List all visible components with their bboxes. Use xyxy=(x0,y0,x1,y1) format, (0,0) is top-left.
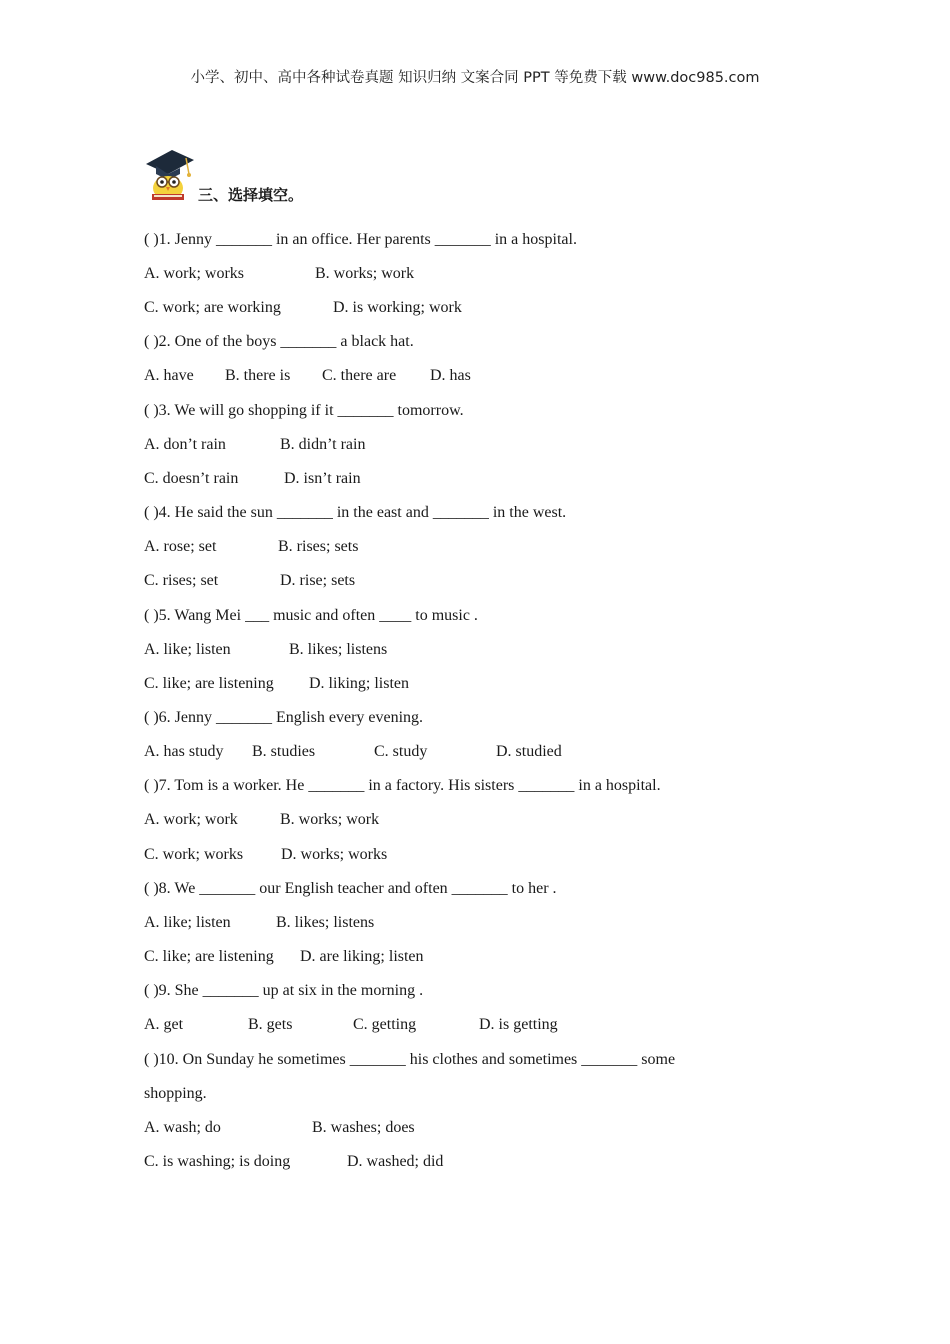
option-a: A. work; work xyxy=(144,811,238,828)
question-stem: ( )9. She _______ up at six in the morning . xyxy=(144,982,424,999)
option-c: C. rises; set xyxy=(144,572,219,589)
question-stem: ( )3. We will go shopping if it _______ tomorrow. xyxy=(144,402,464,419)
option-d: D. liking; listen xyxy=(309,675,409,692)
option-a: A. rose; set xyxy=(144,538,217,555)
page-header-banner: 小学、初中、高中各种试卷真题 知识归纳 文案合同 PPT 等免费下载 www.doc985.com xyxy=(190,70,760,86)
option-b: B. didn’t rain xyxy=(280,436,366,453)
option-c: C. work; works xyxy=(144,846,244,863)
question-stem: ( )2. One of the boys _______ a black hat. xyxy=(144,333,414,350)
option-c: C. doesn’t rain xyxy=(144,470,239,487)
option-d: D. washed; did xyxy=(347,1153,444,1170)
question-stem: ( )8. We _______ our English teacher and often _______ to her . xyxy=(144,880,557,897)
option-d: D. works; works xyxy=(281,846,388,863)
option-a: A. like; listen xyxy=(144,641,231,658)
option-a: A. wash; do xyxy=(144,1119,221,1136)
question-stem: ( )1. Jenny _______ in an office. Her parents _______ in a hospital. xyxy=(144,231,577,248)
question-stem: ( )6. Jenny _______ English every evening. xyxy=(144,709,424,726)
option-d: D. has xyxy=(430,367,471,384)
option-c: C. like; are listening xyxy=(144,948,274,965)
option-c: C. there are xyxy=(322,367,397,384)
question-stem-continued: shopping. xyxy=(144,1085,207,1102)
option-d: D. is getting xyxy=(479,1016,558,1033)
section-title: 三、选择填空。 xyxy=(198,186,304,204)
option-a: A. don’t rain xyxy=(144,436,226,453)
question-stem: ( )10. On Sunday he sometimes _______ his clothes and sometimes _______ some xyxy=(144,1051,676,1068)
option-a: A. have xyxy=(144,367,194,384)
question-stem: ( )7. Tom is a worker. He _______ in a factory. His sisters _______ in a hospital. xyxy=(144,777,661,794)
option-b: B. rises; sets xyxy=(278,538,359,555)
option-b: B. studies xyxy=(252,743,316,760)
option-b: B. likes; listens xyxy=(276,914,375,931)
option-c: C. like; are listening xyxy=(144,675,274,692)
option-c: C. study xyxy=(374,743,428,760)
option-b: B. likes; listens xyxy=(289,641,388,658)
option-b: B. works; work xyxy=(315,265,415,282)
option-d: D. is working; work xyxy=(333,299,462,316)
option-a: A. get xyxy=(144,1016,184,1033)
option-d: D. isn’t rain xyxy=(284,470,361,487)
option-b: B. works; work xyxy=(280,811,380,828)
question-stem: ( )5. Wang Mei ___ music and often ____ to music . xyxy=(144,607,478,624)
option-b: B. gets xyxy=(248,1016,293,1033)
option-c: C. work; are working xyxy=(144,299,281,316)
option-a: A. has study xyxy=(144,743,224,760)
question-stem: ( )4. He said the sun _______ in the east and _______ in the west. xyxy=(144,504,567,521)
option-c: C. is washing; is doing xyxy=(144,1153,291,1170)
option-d: D. studied xyxy=(496,743,562,760)
option-c: C. getting xyxy=(353,1016,417,1033)
option-a: A. like; listen xyxy=(144,914,231,931)
option-a: A. work; works xyxy=(144,265,244,282)
graduate-owl-icon xyxy=(142,144,196,202)
option-d: D. rise; sets xyxy=(280,572,356,589)
option-b: B. there is xyxy=(225,367,291,384)
option-d: D. are liking; listen xyxy=(300,948,424,965)
option-b: B. washes; does xyxy=(312,1119,415,1136)
